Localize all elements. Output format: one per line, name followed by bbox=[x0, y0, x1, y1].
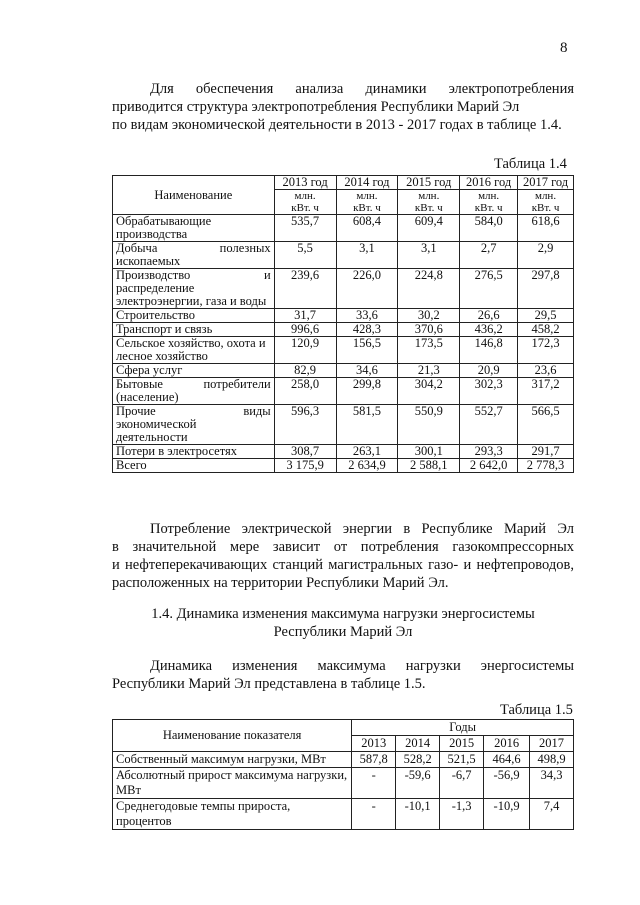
table-row bbox=[113, 323, 574, 337]
value-cell: 618,6 bbox=[518, 215, 574, 242]
section-heading bbox=[112, 605, 574, 641]
year-header: 2013 год bbox=[274, 176, 336, 190]
unit-cell bbox=[336, 190, 398, 215]
intro-paragraph bbox=[112, 80, 574, 134]
value-cell: -10,1 bbox=[396, 799, 440, 830]
value-cell: 34,6 bbox=[336, 364, 398, 378]
year-header: 2015 год bbox=[398, 176, 460, 190]
row-name-cell bbox=[113, 364, 275, 378]
table-1-5-group-row bbox=[113, 720, 574, 736]
row-name-line: электроэнергии, газа и воды bbox=[116, 294, 267, 308]
unit-line: кВт. ч bbox=[414, 202, 443, 214]
row-name-line: Прочие виды bbox=[116, 404, 271, 418]
value-cell: 82,9 bbox=[274, 364, 336, 378]
row-name-line: Строительство bbox=[116, 308, 196, 322]
row-name-line: деятельности bbox=[116, 430, 188, 444]
value-cell: 21,3 bbox=[398, 364, 460, 378]
value-cell: 263,1 bbox=[336, 445, 398, 459]
value-cell: 498,9 bbox=[530, 752, 574, 768]
table-row bbox=[113, 309, 574, 323]
unit-line: кВт. ч bbox=[353, 202, 381, 214]
row-name-line: Добыча полезных bbox=[116, 241, 271, 255]
unit-line: млн. bbox=[534, 190, 557, 202]
unit-line: кВт. ч bbox=[531, 202, 560, 214]
row-name-cell bbox=[113, 215, 275, 242]
table-1-5 bbox=[112, 719, 574, 830]
dynamics-line-2: Республики Марий Эл представлена в таблице 1.5. bbox=[112, 676, 426, 692]
row-name-cell bbox=[113, 768, 352, 799]
unit-line: млн. bbox=[294, 190, 316, 202]
value-cell: 29,5 bbox=[518, 309, 574, 323]
value-cell: 172,3 bbox=[518, 337, 574, 364]
value-cell: 2,7 bbox=[460, 242, 518, 269]
table-row bbox=[113, 337, 574, 364]
value-cell: 156,5 bbox=[336, 337, 398, 364]
row-name-line: производства bbox=[116, 227, 188, 241]
year-header: 2013 bbox=[352, 736, 396, 752]
value-cell: 2,9 bbox=[518, 242, 574, 269]
value-cell: - bbox=[352, 799, 396, 830]
value-cell: 120,9 bbox=[274, 337, 336, 364]
row-name-line: распределение bbox=[116, 281, 195, 295]
value-cell: 996,6 bbox=[274, 323, 336, 337]
row-name-cell bbox=[113, 242, 275, 269]
row-name-line: процентов bbox=[116, 814, 172, 828]
row-name-cell bbox=[113, 405, 275, 445]
unit-cell bbox=[398, 190, 460, 215]
row-name-cell bbox=[113, 445, 275, 459]
value-cell: 23,6 bbox=[518, 364, 574, 378]
value-cell: 276,5 bbox=[460, 269, 518, 309]
value-cell: 2 778,3 bbox=[518, 459, 574, 473]
value-cell: 3 175,9 bbox=[274, 459, 336, 473]
row-name-line: Обрабатывающие bbox=[116, 214, 212, 228]
intro-line-3: по видам экономической деятельности в 2013 - 2017 годах в таблице 1.4. bbox=[112, 117, 562, 133]
row-name-line: Сфера услуг bbox=[116, 363, 183, 377]
value-cell: 26,6 bbox=[460, 309, 518, 323]
value-cell: 2 642,0 bbox=[460, 459, 518, 473]
value-cell: 20,9 bbox=[460, 364, 518, 378]
value-cell: - bbox=[352, 768, 396, 799]
value-cell: 436,2 bbox=[460, 323, 518, 337]
unit-line: млн. bbox=[418, 190, 440, 202]
value-cell: 146,8 bbox=[460, 337, 518, 364]
value-cell: 609,4 bbox=[398, 215, 460, 242]
row-name-cell bbox=[113, 309, 275, 323]
value-cell: -6,7 bbox=[440, 768, 484, 799]
value-cell: 293,3 bbox=[460, 445, 518, 459]
value-cell: 299,8 bbox=[336, 378, 398, 405]
value-cell: 30,2 bbox=[398, 309, 460, 323]
table-row bbox=[113, 215, 574, 242]
value-cell: 34,3 bbox=[530, 768, 574, 799]
year-header: 2017 год bbox=[518, 176, 574, 190]
value-cell: -59,6 bbox=[396, 768, 440, 799]
unit-cell bbox=[274, 190, 336, 215]
value-cell: 428,3 bbox=[336, 323, 398, 337]
value-cell: 550,9 bbox=[398, 405, 460, 445]
consumption-line-4: расположенных на территории Республики Марий Эл. bbox=[112, 575, 449, 591]
value-cell: 224,8 bbox=[398, 269, 460, 309]
consumption-line-1: Потребление электрической энергии в Республике Марий Эл bbox=[150, 521, 574, 537]
value-cell: -56,9 bbox=[484, 768, 530, 799]
table-1-5-name-header: Наименование показателя bbox=[113, 720, 352, 752]
section-heading-line-1: 1.4. Динамика изменения максимума нагрузки энергосистемы bbox=[151, 606, 535, 622]
table-1-4-name-header: Наименование bbox=[113, 176, 275, 215]
row-name-line: лесное хозяйство bbox=[116, 349, 208, 363]
year-header: 2016 год bbox=[460, 176, 518, 190]
row-name-line: экономической bbox=[116, 417, 197, 431]
value-cell: 370,6 bbox=[398, 323, 460, 337]
value-cell: 226,0 bbox=[336, 269, 398, 309]
table-row bbox=[113, 752, 574, 768]
value-cell: 173,5 bbox=[398, 337, 460, 364]
value-cell: 3,1 bbox=[398, 242, 460, 269]
table-row bbox=[113, 445, 574, 459]
unit-cell bbox=[518, 190, 574, 215]
value-cell: 521,5 bbox=[440, 752, 484, 768]
value-cell: 3,1 bbox=[336, 242, 398, 269]
table-row bbox=[113, 405, 574, 445]
row-name-cell bbox=[113, 378, 275, 405]
row-name-cell bbox=[113, 799, 352, 830]
unit-line: кВт. ч bbox=[474, 202, 503, 214]
row-name-line: Собственный максимум нагрузки, МВт bbox=[116, 752, 326, 766]
year-header: 2017 bbox=[530, 736, 574, 752]
dynamics-line-1: Динамика изменения максимума нагрузки энергосистемы bbox=[150, 658, 574, 674]
unit-cell bbox=[460, 190, 518, 215]
row-name-cell bbox=[113, 269, 275, 309]
row-name-line: ископаемых bbox=[116, 254, 181, 268]
year-header: 2014 год bbox=[336, 176, 398, 190]
value-cell: 5,5 bbox=[274, 242, 336, 269]
consumption-line-2: в значительной мере зависит от потребления газокомпрессорных bbox=[112, 539, 574, 555]
value-cell: 297,8 bbox=[518, 269, 574, 309]
value-cell: 304,2 bbox=[398, 378, 460, 405]
intro-line-1: Для обеспечения анализа динамики электропотребления bbox=[150, 81, 574, 97]
table-row bbox=[113, 799, 574, 830]
table-row bbox=[113, 459, 574, 473]
value-cell: 535,7 bbox=[274, 215, 336, 242]
value-cell: 2 634,9 bbox=[336, 459, 398, 473]
row-name-line: (население) bbox=[116, 390, 179, 404]
value-cell: 566,5 bbox=[518, 405, 574, 445]
row-name-cell bbox=[113, 752, 352, 768]
year-header: 2014 bbox=[396, 736, 440, 752]
row-name-line: Абсолютный прирост максимума нагрузки, bbox=[116, 768, 348, 782]
year-header: 2015 bbox=[440, 736, 484, 752]
table-1-4 bbox=[112, 175, 574, 473]
value-cell: 302,3 bbox=[460, 378, 518, 405]
section-heading-line-2: Республики Марий Эл bbox=[273, 624, 413, 640]
row-name-cell bbox=[113, 337, 275, 364]
year-header: 2016 bbox=[484, 736, 530, 752]
row-name-cell bbox=[113, 459, 275, 473]
table-row bbox=[113, 378, 574, 405]
value-cell: 552,7 bbox=[460, 405, 518, 445]
table-row bbox=[113, 768, 574, 799]
table-1-4-body bbox=[113, 215, 574, 473]
value-cell: 308,7 bbox=[274, 445, 336, 459]
row-name-line: Среднегодовые темпы прироста, bbox=[116, 799, 291, 813]
value-cell: 581,5 bbox=[336, 405, 398, 445]
value-cell: -1,3 bbox=[440, 799, 484, 830]
dynamics-paragraph bbox=[112, 657, 574, 693]
table-1-4-year-row bbox=[113, 176, 574, 190]
unit-line: млн. bbox=[478, 190, 500, 202]
table-row bbox=[113, 242, 574, 269]
table-1-5-body bbox=[113, 752, 574, 830]
row-name-cell bbox=[113, 323, 275, 337]
value-cell: 458,2 bbox=[518, 323, 574, 337]
row-name-line: Производство и bbox=[116, 268, 271, 282]
table-row bbox=[113, 364, 574, 378]
intro-line-2: приводится структура электропотребления Республики Марий Эл bbox=[112, 99, 520, 115]
years-group-header: Годы bbox=[352, 720, 574, 736]
row-name-line: Потери в электросетях bbox=[116, 444, 238, 458]
value-cell: -10,9 bbox=[484, 799, 530, 830]
value-cell: 584,0 bbox=[460, 215, 518, 242]
value-cell: 300,1 bbox=[398, 445, 460, 459]
consumption-line-3: и нефтеперекачивающих станций магистральных газо- и нефтепроводов, bbox=[112, 557, 574, 573]
value-cell: 528,2 bbox=[396, 752, 440, 768]
value-cell: 258,0 bbox=[274, 378, 336, 405]
value-cell: 239,6 bbox=[274, 269, 336, 309]
row-name-line: Бытовые потребители bbox=[116, 377, 271, 391]
value-cell: 464,6 bbox=[484, 752, 530, 768]
row-name-line: Сельское хозяйство, охота и bbox=[116, 336, 266, 350]
table-row bbox=[113, 269, 574, 309]
value-cell: 31,7 bbox=[274, 309, 336, 323]
value-cell: 33,6 bbox=[336, 309, 398, 323]
row-name-line: Транспорт и связь bbox=[116, 322, 213, 336]
row-name-line: МВт bbox=[116, 783, 141, 797]
table-1-4-caption: Таблица 1.4 bbox=[494, 156, 567, 172]
consumption-paragraph bbox=[112, 520, 574, 592]
value-cell: 587,8 bbox=[352, 752, 396, 768]
value-cell: 2 588,1 bbox=[398, 459, 460, 473]
value-cell: 7,4 bbox=[530, 799, 574, 830]
unit-line: кВт. ч bbox=[291, 202, 319, 214]
unit-line: млн. bbox=[356, 190, 378, 202]
row-name-line: Всего bbox=[116, 458, 147, 472]
page-number: 8 bbox=[560, 40, 568, 56]
value-cell: 608,4 bbox=[336, 215, 398, 242]
value-cell: 291,7 bbox=[518, 445, 574, 459]
value-cell: 317,2 bbox=[518, 378, 574, 405]
value-cell: 596,3 bbox=[274, 405, 336, 445]
table-1-5-caption: Таблица 1.5 bbox=[500, 702, 573, 718]
